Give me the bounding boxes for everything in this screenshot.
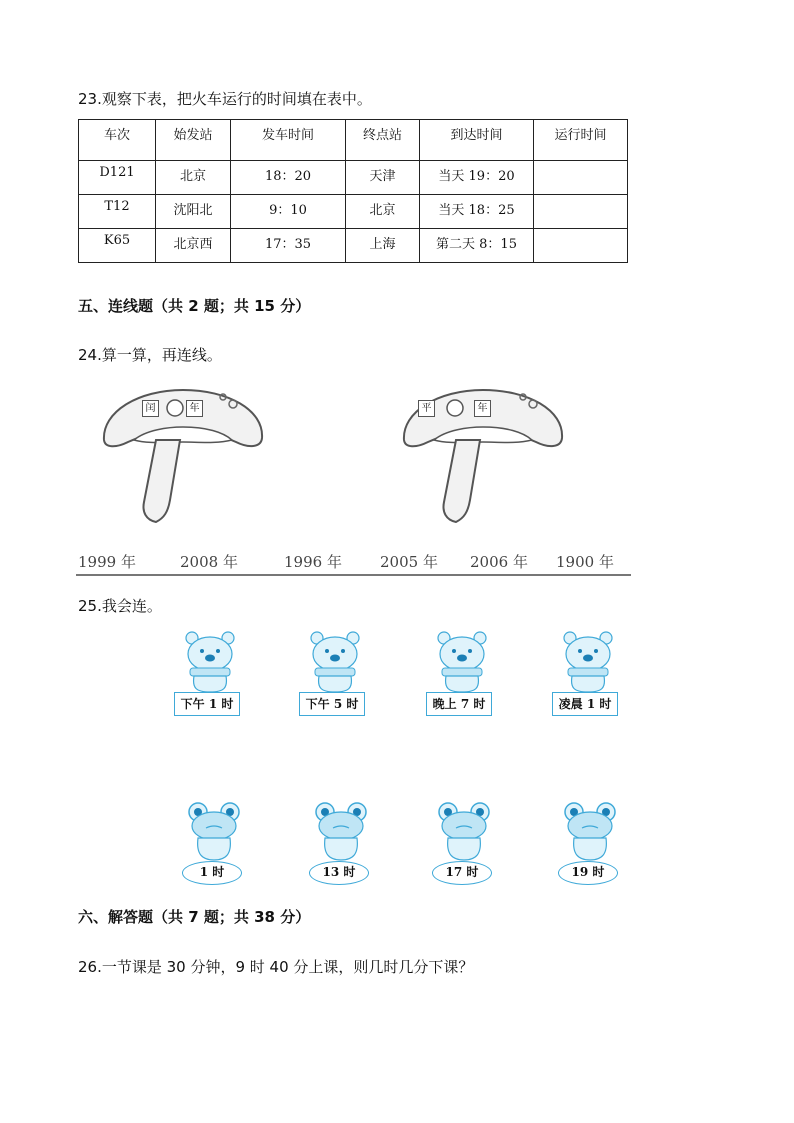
- polar-bear-icon: [430, 630, 494, 692]
- cell: D121: [79, 161, 156, 195]
- cell: 当天 19：20: [420, 161, 534, 195]
- frog-icon: [438, 802, 490, 862]
- mushroom-leap-year: [98, 382, 268, 527]
- time-label: 17 时: [432, 861, 492, 885]
- frog-icon: [188, 802, 240, 862]
- header-origin: 始发站: [156, 120, 231, 161]
- time-label: 13 时: [309, 861, 369, 885]
- year-option[interactable]: 2005 年: [380, 553, 438, 571]
- mushroom-common-year: [398, 382, 568, 527]
- mushroom-right-char: 年: [186, 400, 203, 417]
- frog-icon: [315, 802, 367, 862]
- time-label: 晚上 7 时: [426, 692, 492, 716]
- frog-card[interactable]: [315, 802, 379, 890]
- train-schedule-table: [78, 119, 628, 263]
- table-header-row: [79, 120, 628, 161]
- header-departure: 发车时间: [231, 120, 346, 161]
- year-option[interactable]: 2006 年: [470, 553, 528, 571]
- mushroom-left-char: 闰: [142, 400, 159, 417]
- section-6-title: 六、解答题（共 7 题；共 38 分）: [78, 908, 311, 926]
- bear-card[interactable]: [430, 630, 494, 720]
- mushroom-icon: [98, 382, 268, 527]
- year-option[interactable]: 1900 年: [556, 553, 614, 571]
- answer-cell[interactable]: [534, 229, 628, 263]
- header-arrival: 到达时间: [420, 120, 534, 161]
- time-label: 下午 5 时: [299, 692, 365, 716]
- frog-icon: [564, 802, 616, 862]
- question-23-text: 23.观察下表，把火车运行的时间填在表中。: [78, 90, 372, 108]
- cell: 18：20: [231, 161, 346, 195]
- bear-card[interactable]: [303, 630, 367, 720]
- table-row: [79, 195, 628, 229]
- answer-cell[interactable]: [534, 161, 628, 195]
- mushroom-right-char: 年: [474, 400, 491, 417]
- polar-bear-icon: [178, 630, 242, 692]
- year-option[interactable]: 1999 年: [78, 553, 136, 571]
- polar-bear-icon: [556, 630, 620, 692]
- year-options: [76, 548, 631, 576]
- cell: 上海: [346, 229, 420, 263]
- cell: 北京西: [156, 229, 231, 263]
- polar-bear-icon: [303, 630, 367, 692]
- year-option[interactable]: 1996 年: [284, 553, 342, 571]
- table-row: [79, 161, 628, 195]
- answer-cell[interactable]: [534, 195, 628, 229]
- cell: 17：35: [231, 229, 346, 263]
- time-label: 19 时: [558, 861, 618, 885]
- question-26-text: 26.一节课是 30 分钟，9 时 40 分上课，则几时几分下课？: [78, 958, 474, 976]
- time-label: 下午 1 时: [174, 692, 240, 716]
- bear-card[interactable]: [556, 630, 620, 720]
- question-25-text: 25.我会连。: [78, 597, 162, 615]
- cell: 9：10: [231, 195, 346, 229]
- frog-card[interactable]: [188, 802, 252, 890]
- section-5-title: 五、连线题（共 2 题；共 15 分）: [78, 297, 311, 315]
- cell: K65: [79, 229, 156, 263]
- bear-card[interactable]: [178, 630, 242, 720]
- time-label: 凌晨 1 时: [552, 692, 618, 716]
- header-train-number: 车次: [79, 120, 156, 161]
- cell: 天津: [346, 161, 420, 195]
- frog-card[interactable]: [564, 802, 628, 890]
- cell: 当天 18：25: [420, 195, 534, 229]
- mushroom-left-char: 平: [418, 400, 435, 417]
- cell: 第二天 8：15: [420, 229, 534, 263]
- header-destination: 终点站: [346, 120, 420, 161]
- cell: 北京: [346, 195, 420, 229]
- year-option[interactable]: 2008 年: [180, 553, 238, 571]
- cell: 北京: [156, 161, 231, 195]
- cell: 沈阳北: [156, 195, 231, 229]
- question-24-text: 24.算一算，再连线。: [78, 346, 222, 364]
- cell: T12: [79, 195, 156, 229]
- frog-card[interactable]: [438, 802, 502, 890]
- time-label: 1 时: [182, 861, 242, 885]
- header-duration: 运行时间: [534, 120, 628, 161]
- table-row: [79, 229, 628, 263]
